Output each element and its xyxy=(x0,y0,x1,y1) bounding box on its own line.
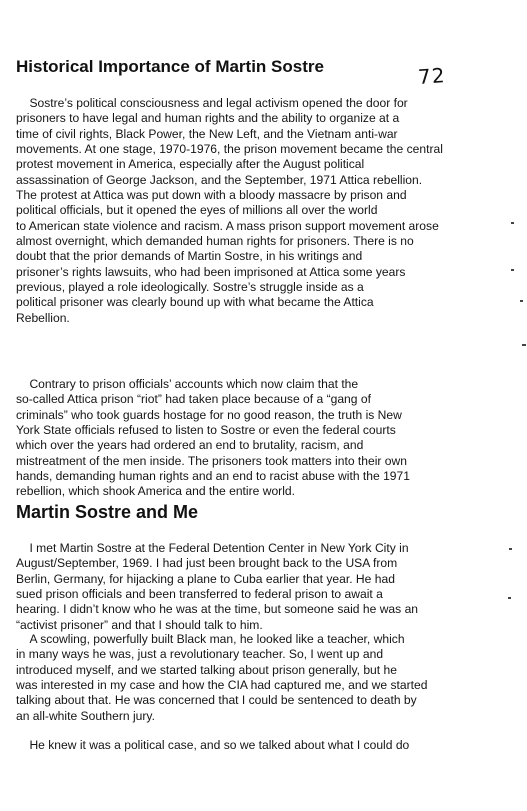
text-line: in many ways he was, just a revolutionary teacher. So, I went up and xyxy=(16,647,384,662)
text-line: doubt that the prior demands of Martin Sostre, in his writings and xyxy=(16,249,363,264)
text-line: was interested in my case and how the CIA had captured me, and we started xyxy=(16,678,428,693)
text-line: political officials, but it opened the eyes of millions all over the world xyxy=(16,203,378,218)
text-line: “activist prisoner” and that I should talk to him. xyxy=(16,617,263,632)
text-line: He knew it was a political case, and so we talked about what I could do xyxy=(16,738,410,752)
scan-speck xyxy=(511,269,514,271)
paragraph xyxy=(16,96,516,326)
paragraph xyxy=(16,541,516,633)
paragraph xyxy=(16,377,516,500)
section-heading-historical-importance: Historical Importance of Martin Sostre xyxy=(16,57,324,76)
section-heading-martin-sostre-and-me: Martin Sostre and Me xyxy=(16,502,199,522)
text-line: assassination of George Jackson, and the September, 1971 Attica rebellion. xyxy=(16,172,423,187)
text-line: prisoner’s rights lawsuits, who had been imprisoned at Attica some years xyxy=(16,264,406,279)
text-line: I met Martin Sostre at the Federal Detention Center in New York City in xyxy=(16,541,409,555)
text-line: protest movement in America, especially after the August political xyxy=(16,157,365,172)
text-line: hearing. I didn’t know who he was at the time, but someone said he was an xyxy=(16,602,419,617)
text-line: August/September, 1969. I had just been brought back to the USA from xyxy=(16,556,398,571)
text-line: an all-white Southern jury. xyxy=(16,708,155,723)
text-line: previous, played a role ideologically. Sostre’s struggle inside as a xyxy=(16,280,364,295)
scan-speck xyxy=(511,222,514,224)
scan-speck xyxy=(520,300,523,302)
scan-speck xyxy=(509,548,512,550)
paragraph xyxy=(16,632,516,724)
text-line: prisoners to have legal and human rights and the ability to organize at a xyxy=(16,111,400,126)
scan-speck xyxy=(522,344,526,346)
text-line: political prisoner was clearly bound up with what became the Attica xyxy=(16,295,374,310)
scan-speck xyxy=(508,597,511,599)
text-line: The protest at Attica was put down with a bloody massacre by prison and xyxy=(16,188,407,203)
text-line: criminals” who took guards hostage for no good reason, the truth is New xyxy=(16,407,402,422)
text-line: Berlin, Germany, for hijacking a plane to Cuba earlier that year. He had xyxy=(16,571,395,586)
text-line: hands, demanding human rights and an end to racist abuse with the 1971 xyxy=(16,469,410,484)
text-line: Sostre’s political consciousness and legal activism opened the door for xyxy=(16,96,408,110)
text-line: sued prison officials and been transferred to federal prison to await a xyxy=(16,587,383,602)
text-line: so-called Attica prison “riot” had taken place because of a “gang of xyxy=(16,392,371,407)
text-line: almost overnight, which demanded human rights for prisoners. There is no xyxy=(16,234,414,249)
text-line: Contrary to prison officials’ accounts which now claim that the xyxy=(16,377,359,391)
text-line: A scowling, powerfully built Black man, he looked like a teacher, which xyxy=(16,632,405,646)
text-line: talking about that. He was concerned that I could be sentenced to death by xyxy=(16,693,417,708)
text-line: movements. At one stage, 1970-1976, the prison movement became the central xyxy=(16,142,443,157)
text-line: time of civil rights, Black Power, the New Left, and the Vietnam anti-war xyxy=(16,126,398,141)
text-line: mistreatment of the men inside. The prisoners took matters into their own xyxy=(16,453,407,468)
text-line: which over the years had ordered an end to brutality, racism, and xyxy=(16,438,364,453)
text-line: to American state violence and racism. A mass prison support movement arose xyxy=(16,218,439,233)
paragraph xyxy=(16,738,516,753)
text-line: York State officials refused to listen to Sostre or even the federal courts xyxy=(16,423,396,438)
text-line: Rebellion. xyxy=(16,310,70,325)
text-line: rebellion, which shook America and the entire world. xyxy=(16,484,295,499)
handwritten-page-number: 72 xyxy=(417,63,447,89)
text-line: introduced myself, and we started talking about prison generally, but he xyxy=(16,662,397,677)
